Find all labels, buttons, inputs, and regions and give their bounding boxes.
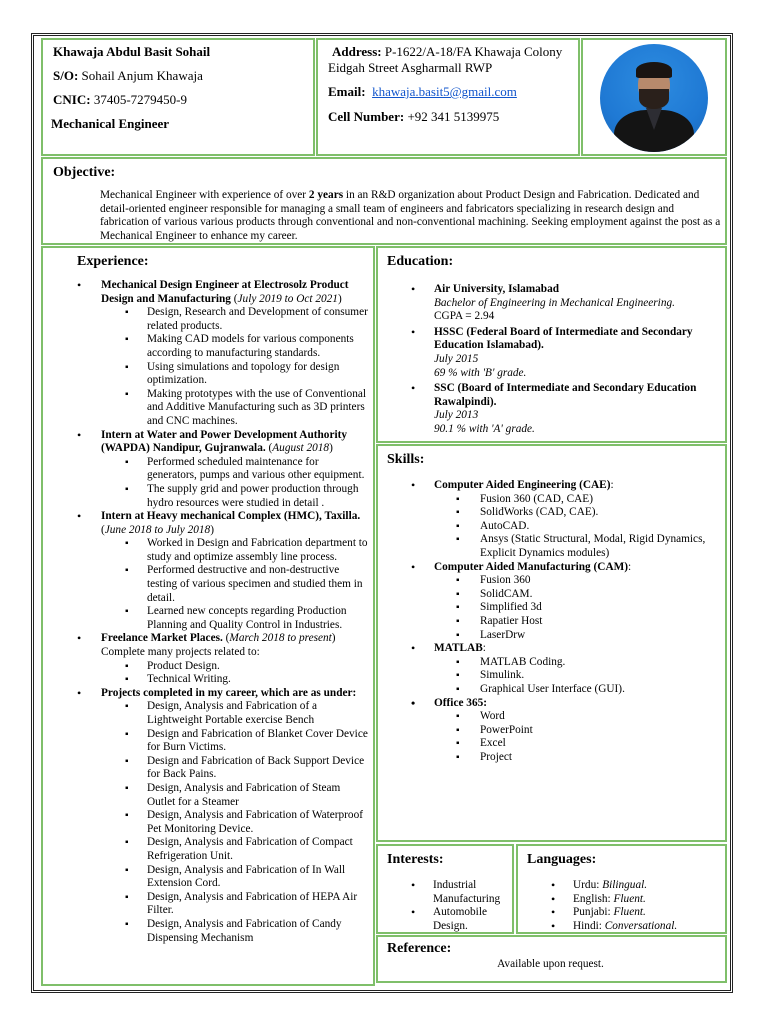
skills-title: Skills: bbox=[387, 452, 425, 467]
language-item: • Urdu: Bilingual. bbox=[518, 879, 723, 893]
skill-item: ▪ Rapatier Host bbox=[378, 615, 723, 629]
address-line1: Address: P-1622/A-18/FA Khawaja Colony bbox=[332, 44, 563, 59]
experience-section bbox=[41, 246, 375, 986]
skill-item: ▪ PowerPoint bbox=[378, 724, 723, 738]
experience-point: ▪ Worked in Design and Fabrication department to study and optimize assembly line process. bbox=[43, 537, 369, 564]
photo-box bbox=[581, 38, 727, 156]
skill-group: • MATLAB: bbox=[378, 642, 723, 656]
interests-list bbox=[378, 879, 512, 933]
interest-item: • Automobile Design. bbox=[378, 906, 512, 933]
skills-list bbox=[378, 479, 723, 764]
project-item: ▪ Design, Analysis and Fabrication of a Lightweight Portable exercise Bench bbox=[43, 700, 369, 727]
experience-item: • Mechanical Design Engineer at Electrosolz Product Design and Manufacturing (July 2019 to Oct 2021) bbox=[43, 279, 369, 306]
experience-item: • Freelance Market Places. (March 2018 to present) Complete many projects related to: bbox=[43, 632, 369, 659]
skill-item: ▪ MATLAB Coding. bbox=[378, 656, 723, 670]
skill-group: • Office 365: bbox=[378, 697, 723, 711]
experience-point: ▪ Product Design. bbox=[43, 660, 369, 674]
objective-text: Mechanical Engineer with experience of over 2 years in an R&D organization about Product Design and Fabrication. Dedicated and detail-oriented engineer responsible for managing a small team of engineers and fabricators specializing in research design and fabrication of various various products through conventional and non-conventional machining. Seeking employment against the post as a Mechanical Engineer to enhance my career. bbox=[100, 189, 721, 242]
experience-point: ▪ Performed destructive and non-destructive testing of various specimen and studied them in detail. bbox=[43, 564, 369, 605]
skill-item: ▪ Word bbox=[378, 710, 723, 724]
experience-point: ▪ The supply grid and power production through hydro resources were studied in detail . bbox=[43, 483, 369, 510]
languages-section bbox=[516, 844, 727, 934]
experience-point: ▪ Design, Research and Development of consumer related products. bbox=[43, 306, 369, 333]
full-name: Khawaja Abdul Basit Sohail bbox=[53, 44, 211, 59]
interests-title: Interests: bbox=[387, 852, 444, 867]
skill-item: ▪ SolidWorks (CAD, CAE). bbox=[378, 506, 723, 520]
project-item: ▪ Design, Analysis and Fabrication of Compact Refrigeration Unit. bbox=[43, 836, 369, 863]
experience-item: • Projects completed in my career, which are as under: bbox=[43, 687, 369, 701]
project-item: ▪ Design, Analysis and Fabrication of HEPA Air Filter. bbox=[43, 891, 369, 918]
skill-item: ▪ Excel bbox=[378, 737, 723, 751]
skill-item: ▪ Ansys (Static Structural, Modal, Rigid Dynamics, Explicit Dynamics modules) bbox=[378, 533, 723, 560]
skill-item: ▪ SolidCAM. bbox=[378, 588, 723, 602]
project-item: ▪ Design, Analysis and Fabrication of Candy Dispensing Mechanism bbox=[43, 918, 369, 945]
experience-title: Experience: bbox=[77, 254, 149, 269]
address-line2: Eidgah Street Asgharmall RWP bbox=[328, 60, 493, 75]
languages-title: Languages: bbox=[527, 852, 597, 867]
project-item: ▪ Design, Analysis and Fabrication of Steam Outlet for a Steamer bbox=[43, 782, 369, 809]
profile-photo bbox=[600, 44, 708, 152]
languages-list bbox=[518, 879, 723, 933]
skill-item: ▪ Fusion 360 bbox=[378, 574, 723, 588]
skill-group: • Computer Aided Manufacturing (CAM): bbox=[378, 561, 723, 575]
project-item: ▪ Design, Analysis and Fabrication of In Wall Extension Cord. bbox=[43, 864, 369, 891]
reference-text: Available upon request. bbox=[497, 958, 604, 970]
cnic: CNIC: 37405-7279450-9 bbox=[53, 92, 187, 107]
skill-item: ▪ Fusion 360 (CAD, CAE) bbox=[378, 493, 723, 507]
skill-item: ▪ AutoCAD. bbox=[378, 520, 723, 534]
experience-item: • Intern at Heavy mechanical Complex (HMC), Taxilla. (June 2018 to July 2018) bbox=[43, 510, 369, 537]
language-item: • Punjabi: Fluent. bbox=[518, 906, 723, 920]
skill-item: ▪ Simulink. bbox=[378, 669, 723, 683]
email: Email: khawaja.basit5@gmail.com bbox=[328, 84, 517, 99]
language-item: • English: Fluent. bbox=[518, 893, 723, 907]
education-item: • Air University, Islamabad Bachelor of Engineering in Mechanical Engineering. CGPA = 2.94 bbox=[378, 283, 723, 324]
experience-point: ▪ Making prototypes with the use of Conventional and Additive Manufacturing such as 3D printers and CNC machines. bbox=[43, 388, 369, 429]
education-title: Education: bbox=[387, 254, 454, 269]
skill-group: • Computer Aided Engineering (CAE): bbox=[378, 479, 723, 493]
interest-item: • Industrial Manufacturing bbox=[378, 879, 512, 906]
experience-point: ▪ Technical Writing. bbox=[43, 673, 369, 687]
contact-info-box bbox=[316, 38, 580, 156]
skills-section bbox=[376, 444, 727, 842]
education-item: • SSC (Board of Intermediate and Secondary Education Rawalpindi). July 2013 90.1 % with 'A' grade. bbox=[378, 382, 723, 436]
project-item: ▪ Design and Fabrication of Back Support Device for Back Pains. bbox=[43, 755, 369, 782]
reference-section bbox=[376, 935, 727, 983]
experience-point: ▪ Performed scheduled maintenance for generators, pumps and various other equipment. bbox=[43, 456, 369, 483]
profession: Mechanical Engineer bbox=[51, 116, 170, 131]
experience-item: • Intern at Water and Power Development Authority (WAPDA) Nandipur, Gujranwala. (August 2018) bbox=[43, 429, 369, 456]
education-section bbox=[376, 246, 727, 443]
skill-item: ▪ Graphical User Interface (GUI). bbox=[378, 683, 723, 697]
objective-title: Objective: bbox=[53, 165, 116, 180]
objective-section bbox=[41, 157, 727, 245]
experience-point: ▪ Using simulations and topology for design optimization. bbox=[43, 361, 369, 388]
project-item: ▪ Design and Fabrication of Blanket Cover Device for Burn Victims. bbox=[43, 728, 369, 755]
cell-number: Cell Number: +92 341 5139975 bbox=[328, 109, 500, 124]
education-item: • HSSC (Federal Board of Intermediate and Secondary Education Islamabad). July 2015 69 % with 'B' grade. bbox=[378, 326, 723, 380]
experience-point: ▪ Making CAD models for various components according to manufacturing standards. bbox=[43, 333, 369, 360]
personal-info-box bbox=[41, 38, 315, 156]
email-link[interactable]: khawaja.basit5@gmail.com bbox=[372, 84, 517, 99]
skill-item: ▪ Project bbox=[378, 751, 723, 765]
experience-point: ▪ Learned new concepts regarding Production Planning and Quality Control in Industries. bbox=[43, 605, 369, 632]
language-item: • Hindi: Conversational. bbox=[518, 920, 723, 934]
interests-section bbox=[376, 844, 514, 934]
skill-item: ▪ LaserDrw bbox=[378, 629, 723, 643]
parent-name: S/O: Sohail Anjum Khawaja bbox=[53, 68, 203, 83]
education-list bbox=[378, 283, 723, 437]
project-item: ▪ Design, Analysis and Fabrication of Waterproof Pet Monitoring Device. bbox=[43, 809, 369, 836]
experience-list bbox=[43, 279, 369, 945]
reference-title: Reference: bbox=[387, 941, 452, 956]
skill-item: ▪ Simplified 3d bbox=[378, 601, 723, 615]
